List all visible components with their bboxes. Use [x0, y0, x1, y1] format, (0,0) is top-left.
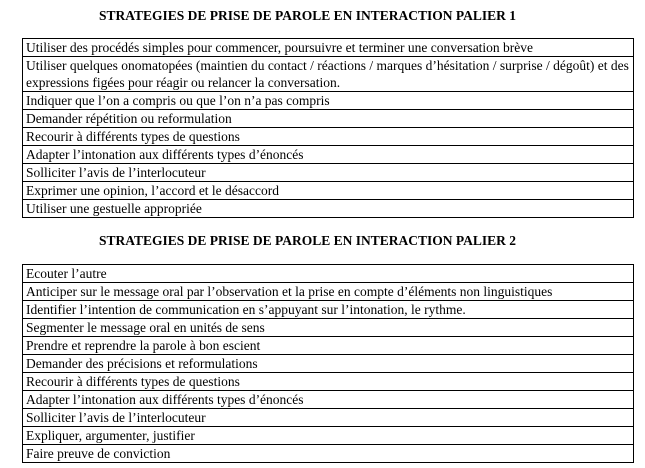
section-title-palier-2: STRATEGIES DE PRISE DE PAROLE EN INTERACTION PALIER 2 — [98, 233, 517, 248]
table-cell: Utiliser quelques onomatopées (maintien du contact / réactions / marques d’hésitation / surprise / dégoût) et des expressions figées pour réagir ou relancer la conversation. — [23, 57, 634, 92]
table-row — [23, 182, 634, 200]
table-row — [23, 319, 634, 337]
table-row — [23, 445, 634, 463]
table-cell: Demander des précisions et reformulations — [23, 355, 634, 373]
strategies-table-palier-1 — [22, 38, 634, 218]
table-cell: Segmenter le message oral en unités de sens — [23, 319, 634, 337]
table-cell: Expliquer, argumenter, justifier — [23, 427, 634, 445]
table-cell: Adapter l’intonation aux différents types d’énoncés — [23, 391, 634, 409]
table-cell: Ecouter l’autre — [23, 265, 634, 283]
table-row — [23, 355, 634, 373]
table-cell: Anticiper sur le message oral par l’observation et la prise en compte d’éléments non linguistiques — [23, 283, 634, 301]
table-cell: Prendre et reprendre la parole à bon escient — [23, 337, 634, 355]
table-row — [23, 39, 634, 57]
table-row — [23, 265, 634, 283]
section-title-palier-1: STRATEGIES DE PRISE DE PAROLE EN INTERACTION PALIER 1 — [98, 8, 517, 23]
table-cell: Utiliser des procédés simples pour commencer, poursuivre et terminer une conversation brève — [23, 39, 634, 57]
table-cell: Exprimer une opinion, l’accord et le désaccord — [23, 182, 634, 200]
table-row — [23, 373, 634, 391]
table-cell: Identifier l’intention de communication en s’appuyant sur l’intonation, le rythme. — [23, 301, 634, 319]
table-row — [23, 128, 634, 146]
table-row — [23, 337, 634, 355]
table-cell: Solliciter l’avis de l’interlocuteur — [23, 164, 634, 182]
table-cell: Recourir à différents types de questions — [23, 373, 634, 391]
table-cell: Faire preuve de conviction — [23, 445, 634, 463]
table-row — [23, 146, 634, 164]
table-cell: Utiliser une gestuelle appropriée — [23, 200, 634, 218]
table-row — [23, 427, 634, 445]
table-cell: Indiquer que l’on a compris ou que l’on n’a pas compris — [23, 92, 634, 110]
table-cell: Recourir à différents types de questions — [23, 128, 634, 146]
table-row — [23, 391, 634, 409]
table-row — [23, 110, 634, 128]
table-cell: Solliciter l’avis de l’interlocuteur — [23, 409, 634, 427]
table-row — [23, 283, 634, 301]
table-row — [23, 57, 634, 92]
table-row — [23, 409, 634, 427]
strategies-table-palier-2 — [22, 264, 634, 463]
table-row — [23, 164, 634, 182]
table-cell: Demander répétition ou reformulation — [23, 110, 634, 128]
table-row — [23, 200, 634, 218]
table-row — [23, 92, 634, 110]
table-cell: Adapter l’intonation aux différents types d’énoncés — [23, 146, 634, 164]
table-row — [23, 301, 634, 319]
